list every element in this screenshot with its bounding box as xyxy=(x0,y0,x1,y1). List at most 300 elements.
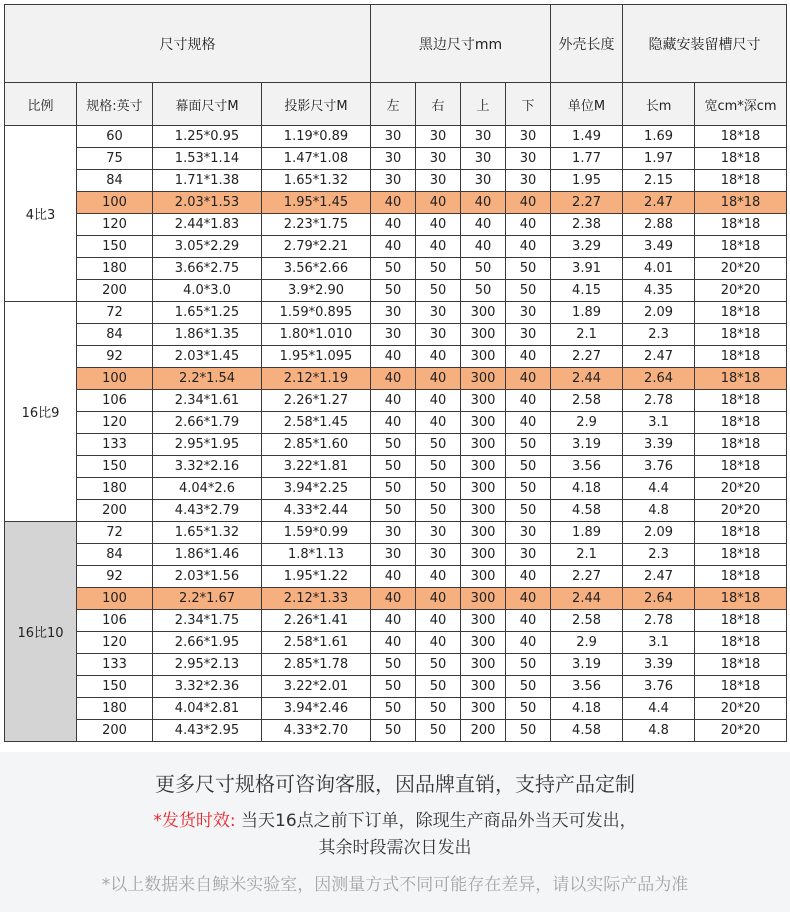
screen-size-cell: 2.34*1.75 xyxy=(153,610,262,632)
slot-width-depth-cell: 18*18 xyxy=(695,368,787,390)
projection-size-cell: 1.59*0.99 xyxy=(262,522,371,544)
header-left: 左 xyxy=(371,83,416,126)
table-row xyxy=(5,236,787,258)
bottom-border-cell: 50 xyxy=(506,654,551,676)
bottom-border-cell: 50 xyxy=(506,698,551,720)
slot-width-depth-cell: 18*18 xyxy=(695,126,787,148)
projection-size-cell: 2.58*1.61 xyxy=(262,632,371,654)
slot-width-depth-cell: 18*18 xyxy=(695,148,787,170)
header-top: 上 xyxy=(461,83,506,126)
slot-length-cell: 3.1 xyxy=(623,632,695,654)
slot-width-depth-cell: 18*18 xyxy=(695,610,787,632)
bottom-border-cell: 50 xyxy=(506,280,551,302)
projection-size-cell: 3.94*2.25 xyxy=(262,478,371,500)
right-border-cell: 30 xyxy=(416,522,461,544)
shell-length-cell: 2.27 xyxy=(551,192,623,214)
shell-length-cell: 3.29 xyxy=(551,236,623,258)
shell-length-cell: 2.27 xyxy=(551,566,623,588)
slot-length-cell: 2.3 xyxy=(623,324,695,346)
slot-width-depth-cell: 18*18 xyxy=(695,346,787,368)
disclaimer: *以上数据来自鲸米实验室，因测量方式不同可能存在差异，请以实际产品为准 xyxy=(101,875,689,895)
bottom-border-cell: 50 xyxy=(506,434,551,456)
shell-length-cell: 2.1 xyxy=(551,544,623,566)
table-row xyxy=(5,456,787,478)
projection-size-cell: 2.26*1.27 xyxy=(262,390,371,412)
table-row xyxy=(5,148,787,170)
bottom-border-cell: 40 xyxy=(506,412,551,434)
right-border-cell: 40 xyxy=(416,632,461,654)
header-width-depth: 宽cm*深cm xyxy=(695,83,787,126)
screen-size-cell: 4.04*2.81 xyxy=(153,698,262,720)
inch-cell: 133 xyxy=(77,434,153,456)
inch-cell: 120 xyxy=(77,412,153,434)
projection-size-cell: 1.65*1.32 xyxy=(262,170,371,192)
slot-length-cell: 2.47 xyxy=(623,566,695,588)
left-border-cell: 30 xyxy=(371,148,416,170)
projection-size-cell: 4.33*2.70 xyxy=(262,720,371,742)
slot-width-depth-cell: 18*18 xyxy=(695,588,787,610)
slot-length-cell: 2.47 xyxy=(623,346,695,368)
bottom-border-cell: 30 xyxy=(506,302,551,324)
shell-length-cell: 1.49 xyxy=(551,126,623,148)
right-border-cell: 40 xyxy=(416,390,461,412)
shell-length-cell: 2.58 xyxy=(551,610,623,632)
slot-length-cell: 3.39 xyxy=(623,654,695,676)
left-border-cell: 50 xyxy=(371,654,416,676)
shipping-label: *发货时效: xyxy=(153,811,236,831)
slot-length-cell: 2.88 xyxy=(623,214,695,236)
table-row xyxy=(5,324,787,346)
header-projection-size: 投影尺寸M xyxy=(262,83,371,126)
slot-width-depth-cell: 18*18 xyxy=(695,434,787,456)
right-border-cell: 50 xyxy=(416,456,461,478)
slot-width-depth-cell: 18*18 xyxy=(695,566,787,588)
bottom-border-cell: 40 xyxy=(506,236,551,258)
shell-length-cell: 2.44 xyxy=(551,588,623,610)
inch-cell: 72 xyxy=(77,302,153,324)
top-border-cell: 300 xyxy=(461,412,506,434)
shipping-note-cont: 其余时段需次日发出 xyxy=(318,838,472,858)
header-length-m: 长m xyxy=(623,83,695,126)
right-border-cell: 30 xyxy=(416,126,461,148)
top-border-cell: 300 xyxy=(461,522,506,544)
inch-cell: 92 xyxy=(77,346,153,368)
screen-size-cell: 1.25*0.95 xyxy=(153,126,262,148)
top-border-cell: 40 xyxy=(461,214,506,236)
table-row xyxy=(5,434,787,456)
slot-length-cell: 3.76 xyxy=(623,676,695,698)
table-row xyxy=(5,588,787,610)
right-border-cell: 40 xyxy=(416,566,461,588)
inch-cell: 200 xyxy=(77,720,153,742)
projection-size-cell: 1.80*1.010 xyxy=(262,324,371,346)
table-row xyxy=(5,720,787,742)
slot-width-depth-cell: 18*18 xyxy=(695,544,787,566)
size-spec-table xyxy=(4,4,787,742)
bottom-border-cell: 40 xyxy=(506,390,551,412)
top-border-cell: 30 xyxy=(461,126,506,148)
slot-length-cell: 2.15 xyxy=(623,170,695,192)
table-row xyxy=(5,676,787,698)
shell-length-cell: 4.18 xyxy=(551,698,623,720)
bottom-border-cell: 40 xyxy=(506,610,551,632)
inch-cell: 75 xyxy=(77,148,153,170)
screen-size-cell: 1.53*1.14 xyxy=(153,148,262,170)
bottom-border-cell: 40 xyxy=(506,214,551,236)
shell-length-cell: 2.27 xyxy=(551,346,623,368)
table-row xyxy=(5,544,787,566)
screen-size-cell: 2.95*1.95 xyxy=(153,434,262,456)
slot-width-depth-cell: 18*18 xyxy=(695,302,787,324)
slot-length-cell: 2.78 xyxy=(623,610,695,632)
shell-length-cell: 2.9 xyxy=(551,412,623,434)
bottom-border-cell: 30 xyxy=(506,544,551,566)
left-border-cell: 50 xyxy=(371,676,416,698)
top-border-cell: 30 xyxy=(461,148,506,170)
table-row xyxy=(5,500,787,522)
projection-size-cell: 2.23*1.75 xyxy=(262,214,371,236)
projection-size-cell: 2.58*1.45 xyxy=(262,412,371,434)
inch-cell: 180 xyxy=(77,258,153,280)
bottom-border-cell: 50 xyxy=(506,478,551,500)
slot-length-cell: 4.8 xyxy=(623,500,695,522)
inch-cell: 100 xyxy=(77,368,153,390)
inch-cell: 84 xyxy=(77,324,153,346)
projection-size-cell: 3.22*2.01 xyxy=(262,676,371,698)
slot-width-depth-cell: 18*18 xyxy=(695,236,787,258)
screen-size-cell: 3.32*2.16 xyxy=(153,456,262,478)
screen-size-cell: 4.43*2.95 xyxy=(153,720,262,742)
bottom-border-cell: 40 xyxy=(506,632,551,654)
top-border-cell: 300 xyxy=(461,390,506,412)
bottom-border-cell: 50 xyxy=(506,258,551,280)
bottom-border-cell: 30 xyxy=(506,170,551,192)
slot-length-cell: 4.35 xyxy=(623,280,695,302)
shell-length-cell: 2.58 xyxy=(551,390,623,412)
slot-width-depth-cell: 20*20 xyxy=(695,698,787,720)
top-border-cell: 300 xyxy=(461,632,506,654)
shell-length-cell: 3.19 xyxy=(551,654,623,676)
shell-length-cell: 1.77 xyxy=(551,148,623,170)
right-border-cell: 50 xyxy=(416,280,461,302)
bottom-border-cell: 50 xyxy=(506,456,551,478)
inch-cell: 120 xyxy=(77,632,153,654)
right-border-cell: 40 xyxy=(416,346,461,368)
inch-cell: 150 xyxy=(77,456,153,478)
right-border-cell: 40 xyxy=(416,236,461,258)
left-border-cell: 40 xyxy=(371,566,416,588)
projection-size-cell: 3.94*2.46 xyxy=(262,698,371,720)
screen-size-cell: 1.86*1.46 xyxy=(153,544,262,566)
screen-size-cell: 4.43*2.79 xyxy=(153,500,262,522)
slot-width-depth-cell: 18*18 xyxy=(695,412,787,434)
top-border-cell: 300 xyxy=(461,302,506,324)
slot-length-cell: 2.64 xyxy=(623,588,695,610)
bottom-border-cell: 40 xyxy=(506,192,551,214)
inch-cell: 180 xyxy=(77,698,153,720)
right-border-cell: 50 xyxy=(416,258,461,280)
slot-width-depth-cell: 20*20 xyxy=(695,500,787,522)
projection-size-cell: 1.19*0.89 xyxy=(262,126,371,148)
shell-length-cell: 4.58 xyxy=(551,500,623,522)
left-border-cell: 50 xyxy=(371,720,416,742)
slot-length-cell: 4.4 xyxy=(623,478,695,500)
table-row xyxy=(5,566,787,588)
bottom-border-cell: 40 xyxy=(506,588,551,610)
header-inch: 规格:英寸 xyxy=(77,83,153,126)
right-border-cell: 30 xyxy=(416,148,461,170)
slot-length-cell: 3.49 xyxy=(623,236,695,258)
header-hidden-slot: 隐藏安装留槽尺寸 xyxy=(623,5,787,83)
projection-size-cell: 2.12*1.33 xyxy=(262,588,371,610)
footer-notes xyxy=(0,752,790,912)
table-row xyxy=(5,632,787,654)
left-border-cell: 50 xyxy=(371,478,416,500)
top-border-cell: 300 xyxy=(461,346,506,368)
table-row xyxy=(5,654,787,676)
ratio-group-cell: 16比9 xyxy=(5,302,77,522)
table-row xyxy=(5,610,787,632)
right-border-cell: 50 xyxy=(416,434,461,456)
projection-size-cell: 1.95*1.095 xyxy=(262,346,371,368)
inch-cell: 92 xyxy=(77,566,153,588)
left-border-cell: 30 xyxy=(371,302,416,324)
bottom-border-cell: 50 xyxy=(506,720,551,742)
top-border-cell: 300 xyxy=(461,654,506,676)
table-body xyxy=(5,126,787,742)
top-border-cell: 300 xyxy=(461,324,506,346)
shell-length-cell: 4.18 xyxy=(551,478,623,500)
header-row-top xyxy=(5,5,787,83)
header-unit-m: 单位M xyxy=(551,83,623,126)
inch-cell: 60 xyxy=(77,126,153,148)
inch-cell: 84 xyxy=(77,170,153,192)
slot-length-cell: 2.09 xyxy=(623,302,695,324)
table-row xyxy=(5,478,787,500)
left-border-cell: 40 xyxy=(371,214,416,236)
projection-size-cell: 1.59*0.895 xyxy=(262,302,371,324)
shell-length-cell: 1.95 xyxy=(551,170,623,192)
table-row xyxy=(5,280,787,302)
left-border-cell: 40 xyxy=(371,390,416,412)
slot-width-depth-cell: 18*18 xyxy=(695,632,787,654)
slot-length-cell: 2.3 xyxy=(623,544,695,566)
inch-cell: 150 xyxy=(77,236,153,258)
inch-cell: 100 xyxy=(77,588,153,610)
screen-size-cell: 2.2*1.67 xyxy=(153,588,262,610)
projection-size-cell: 3.56*2.66 xyxy=(262,258,371,280)
bottom-border-cell: 50 xyxy=(506,676,551,698)
top-border-cell: 40 xyxy=(461,192,506,214)
bottom-border-cell: 30 xyxy=(506,126,551,148)
top-border-cell: 300 xyxy=(461,610,506,632)
screen-size-cell: 3.32*2.36 xyxy=(153,676,262,698)
table-row xyxy=(5,126,787,148)
header-ratio: 比例 xyxy=(5,83,77,126)
left-border-cell: 50 xyxy=(371,698,416,720)
left-border-cell: 30 xyxy=(371,544,416,566)
slot-width-depth-cell: 20*20 xyxy=(695,258,787,280)
left-border-cell: 40 xyxy=(371,588,416,610)
right-border-cell: 50 xyxy=(416,500,461,522)
bottom-border-cell: 50 xyxy=(506,500,551,522)
top-border-cell: 200 xyxy=(461,720,506,742)
left-border-cell: 30 xyxy=(371,126,416,148)
inch-cell: 200 xyxy=(77,280,153,302)
table-row xyxy=(5,258,787,280)
shell-length-cell: 4.58 xyxy=(551,720,623,742)
slot-length-cell: 1.97 xyxy=(623,148,695,170)
shell-length-cell: 3.56 xyxy=(551,676,623,698)
header-size-spec: 尺寸规格 xyxy=(5,5,371,83)
screen-size-cell: 2.66*1.79 xyxy=(153,412,262,434)
projection-size-cell: 2.85*1.78 xyxy=(262,654,371,676)
projection-size-cell: 1.47*1.08 xyxy=(262,148,371,170)
inch-cell: 133 xyxy=(77,654,153,676)
projection-size-cell: 2.85*1.60 xyxy=(262,434,371,456)
slot-length-cell: 3.39 xyxy=(623,434,695,456)
table-row xyxy=(5,192,787,214)
screen-size-cell: 2.03*1.45 xyxy=(153,346,262,368)
left-border-cell: 40 xyxy=(371,632,416,654)
top-border-cell: 300 xyxy=(461,456,506,478)
right-border-cell: 50 xyxy=(416,478,461,500)
right-border-cell: 30 xyxy=(416,302,461,324)
bottom-border-cell: 30 xyxy=(506,522,551,544)
slot-width-depth-cell: 18*18 xyxy=(695,676,787,698)
top-border-cell: 300 xyxy=(461,478,506,500)
slot-width-depth-cell: 20*20 xyxy=(695,280,787,302)
screen-size-cell: 2.66*1.95 xyxy=(153,632,262,654)
projection-size-cell: 2.26*1.41 xyxy=(262,610,371,632)
header-right: 右 xyxy=(416,83,461,126)
top-border-cell: 50 xyxy=(461,258,506,280)
screen-size-cell: 2.03*1.56 xyxy=(153,566,262,588)
screen-size-cell: 2.34*1.61 xyxy=(153,390,262,412)
projection-size-cell: 3.22*1.81 xyxy=(262,456,371,478)
inch-cell: 150 xyxy=(77,676,153,698)
bottom-border-cell: 30 xyxy=(506,148,551,170)
right-border-cell: 50 xyxy=(416,654,461,676)
slot-length-cell: 3.76 xyxy=(623,456,695,478)
top-border-cell: 300 xyxy=(461,676,506,698)
slot-length-cell: 2.64 xyxy=(623,368,695,390)
right-border-cell: 40 xyxy=(416,192,461,214)
screen-size-cell: 4.0*3.0 xyxy=(153,280,262,302)
left-border-cell: 30 xyxy=(371,522,416,544)
shell-length-cell: 1.89 xyxy=(551,522,623,544)
right-border-cell: 50 xyxy=(416,698,461,720)
shipping-note xyxy=(0,806,790,831)
right-border-cell: 50 xyxy=(416,676,461,698)
projection-size-cell: 1.95*1.22 xyxy=(262,566,371,588)
inch-cell: 106 xyxy=(77,610,153,632)
table-row xyxy=(5,368,787,390)
table-row xyxy=(5,214,787,236)
table-row xyxy=(5,170,787,192)
top-border-cell: 300 xyxy=(461,698,506,720)
shell-length-cell: 3.19 xyxy=(551,434,623,456)
screen-size-cell: 1.65*1.25 xyxy=(153,302,262,324)
top-border-cell: 300 xyxy=(461,566,506,588)
header-bottom: 下 xyxy=(506,83,551,126)
inch-cell: 72 xyxy=(77,522,153,544)
screen-size-cell: 2.95*2.13 xyxy=(153,654,262,676)
shell-length-cell: 2.1 xyxy=(551,324,623,346)
right-border-cell: 40 xyxy=(416,588,461,610)
slot-length-cell: 4.4 xyxy=(623,698,695,720)
top-border-cell: 300 xyxy=(461,368,506,390)
screen-size-cell: 1.71*1.38 xyxy=(153,170,262,192)
projection-size-cell: 1.95*1.45 xyxy=(262,192,371,214)
projection-size-cell: 4.33*2.44 xyxy=(262,500,371,522)
inch-cell: 84 xyxy=(77,544,153,566)
table-row xyxy=(5,698,787,720)
header-screen-size: 幕面尺寸M xyxy=(153,83,262,126)
right-border-cell: 40 xyxy=(416,610,461,632)
slot-length-cell: 4.01 xyxy=(623,258,695,280)
inch-cell: 200 xyxy=(77,500,153,522)
bottom-border-cell: 40 xyxy=(506,368,551,390)
shell-length-cell: 4.15 xyxy=(551,280,623,302)
left-border-cell: 50 xyxy=(371,500,416,522)
customization-note: 更多尺寸规格可咨询客服，因品牌直销，支持产品定制 xyxy=(155,772,635,796)
right-border-cell: 30 xyxy=(416,170,461,192)
projection-size-cell: 2.79*2.21 xyxy=(262,236,371,258)
top-border-cell: 300 xyxy=(461,588,506,610)
screen-size-cell: 1.86*1.35 xyxy=(153,324,262,346)
slot-length-cell: 2.47 xyxy=(623,192,695,214)
header-black-border: 黑边尺寸mm xyxy=(371,5,551,83)
header-row-sub xyxy=(5,83,787,126)
inch-cell: 100 xyxy=(77,192,153,214)
slot-width-depth-cell: 18*18 xyxy=(695,214,787,236)
shell-length-cell: 2.44 xyxy=(551,368,623,390)
left-border-cell: 50 xyxy=(371,434,416,456)
ratio-group-cell: 4比3 xyxy=(5,126,77,302)
shell-length-cell: 3.56 xyxy=(551,456,623,478)
left-border-cell: 40 xyxy=(371,610,416,632)
table-row xyxy=(5,412,787,434)
slot-length-cell: 3.1 xyxy=(623,412,695,434)
left-border-cell: 40 xyxy=(371,368,416,390)
top-border-cell: 300 xyxy=(461,434,506,456)
right-border-cell: 40 xyxy=(416,214,461,236)
slot-width-depth-cell: 18*18 xyxy=(695,192,787,214)
inch-cell: 180 xyxy=(77,478,153,500)
right-border-cell: 40 xyxy=(416,412,461,434)
slot-width-depth-cell: 20*20 xyxy=(695,720,787,742)
slot-width-depth-cell: 18*18 xyxy=(695,654,787,676)
inch-cell: 106 xyxy=(77,390,153,412)
bottom-border-cell: 40 xyxy=(506,566,551,588)
header-shell-length: 外壳长度 xyxy=(551,5,623,83)
slot-length-cell: 4.8 xyxy=(623,720,695,742)
projection-size-cell: 3.9*2.90 xyxy=(262,280,371,302)
top-border-cell: 50 xyxy=(461,280,506,302)
table-row xyxy=(5,390,787,412)
inch-cell: 120 xyxy=(77,214,153,236)
screen-size-cell: 4.04*2.6 xyxy=(153,478,262,500)
slot-width-depth-cell: 18*18 xyxy=(695,456,787,478)
right-border-cell: 30 xyxy=(416,544,461,566)
bottom-border-cell: 40 xyxy=(506,346,551,368)
left-border-cell: 50 xyxy=(371,456,416,478)
table-row xyxy=(5,346,787,368)
left-border-cell: 30 xyxy=(371,324,416,346)
left-border-cell: 40 xyxy=(371,192,416,214)
shell-length-cell: 2.9 xyxy=(551,632,623,654)
